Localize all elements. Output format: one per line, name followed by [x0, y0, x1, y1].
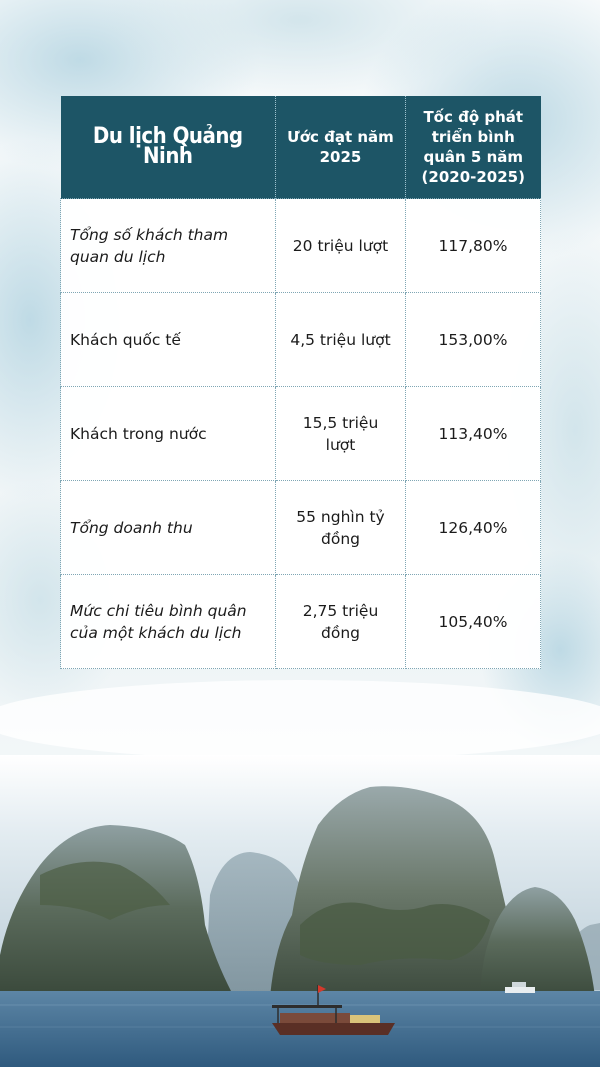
table-row: [61, 481, 541, 575]
table-row: [61, 575, 541, 669]
table-row: [61, 199, 541, 293]
row-value: 2,75 triệu đồng: [276, 575, 406, 669]
row-label-total-revenue: Tổng doanh thu: [61, 481, 276, 575]
header-estimate-2025: Ước đạt năm 2025: [276, 96, 406, 199]
row-growth: 113,40%: [406, 387, 541, 481]
row-growth: 117,80%: [406, 199, 541, 293]
tourism-table-container: [60, 96, 540, 669]
ha-long-bay-photo: [0, 755, 600, 1067]
table-row: [61, 387, 541, 481]
row-label-avg-spending: Mức chi tiêu bình quân của một khách du lịch: [61, 575, 276, 669]
row-label-domestic: Khách trong nước: [61, 387, 276, 481]
row-value: 15,5 triệu lượt: [276, 387, 406, 481]
tourism-stats-table: [60, 96, 541, 669]
row-value: 4,5 triệu lượt: [276, 293, 406, 387]
header-growth-rate: Tốc độ phát triển bình quân 5 năm (2020-2025): [406, 96, 541, 199]
row-value: 20 triệu lượt: [276, 199, 406, 293]
table-row: [61, 293, 541, 387]
row-growth: 153,00%: [406, 293, 541, 387]
row-value: 55 nghìn tỷ đồng: [276, 481, 406, 575]
header-title: Du lịch Quảng Ninh: [61, 96, 276, 199]
row-growth: 126,40%: [406, 481, 541, 575]
row-label-international: Khách quốc tế: [61, 293, 276, 387]
table-header-row: [61, 96, 541, 199]
row-label-total-visitors: Tổng số khách tham quan du lịch: [61, 199, 276, 293]
row-growth: 105,40%: [406, 575, 541, 669]
